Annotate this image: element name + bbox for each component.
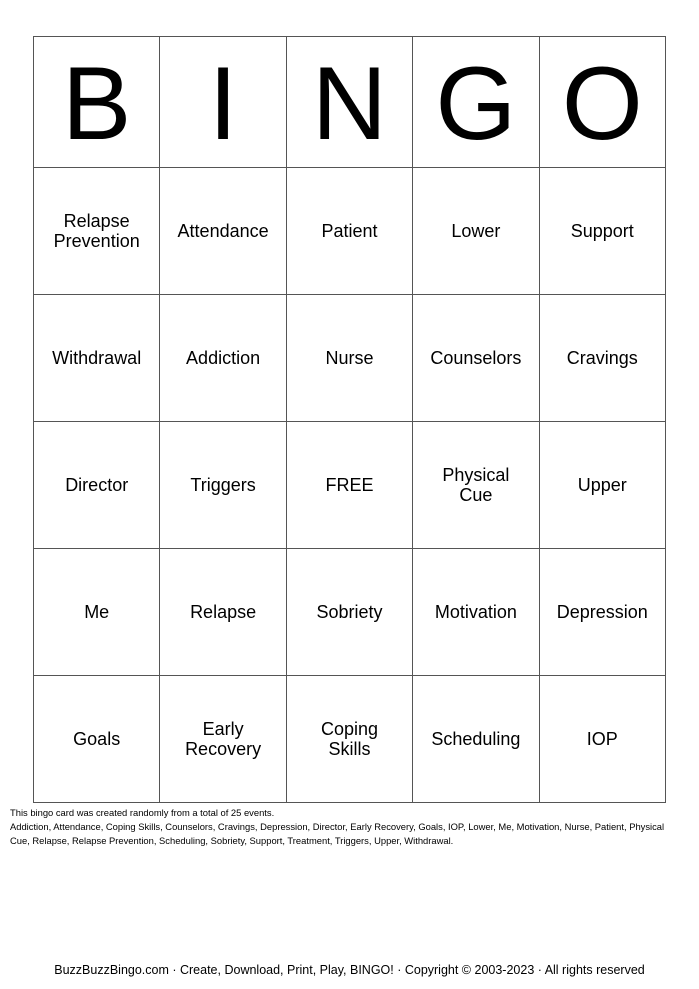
cell-text: Depression	[556, 602, 648, 622]
bingo-cell	[539, 422, 665, 549]
cell-text: Triggers	[190, 475, 256, 495]
cell-text: IOP	[586, 729, 618, 749]
cell-text: Physical Cue	[442, 465, 510, 505]
note-line-1: This bingo card was created randomly from a total of 25 events.	[10, 807, 275, 818]
bingo-cell	[160, 549, 286, 676]
bingo-cell	[539, 168, 665, 295]
cell-text: Coping Skills	[320, 719, 378, 759]
bingo-cell	[413, 295, 539, 422]
cell-text: Counselors	[430, 348, 522, 368]
cell-text: Relapse Prevention	[53, 211, 140, 251]
note-event-list: Addiction, Attendance, Coping Skills, Counselors, Cravings, Depression, Director, Early Recovery, Goals, IOP, Lower, Me, Motivation, Nurse, Patient, Physical Cue, Relapse, Relapse Prevention, Scheduling, Sobriety, Support, Treatment, Triggers, Upper, Withdrawal.	[10, 821, 665, 846]
bingo-cell	[160, 168, 286, 295]
bingo-cell	[286, 295, 412, 422]
cell-text: Upper	[577, 475, 627, 495]
card-note	[10, 806, 672, 848]
bingo-cell	[286, 168, 412, 295]
cell-text: Sobriety	[316, 602, 383, 622]
bingo-cell	[160, 295, 286, 422]
footer-copyright: BuzzBuzzBingo.com · Create, Download, Print, Play, BINGO! · Copyright © 2003-2023 · All rights reserved	[54, 963, 645, 977]
header-letter-n: N	[286, 37, 412, 168]
cell-text: Me	[84, 602, 110, 622]
cell-text: Director	[65, 475, 129, 495]
cell-text: Withdrawal	[52, 348, 142, 368]
bingo-row-4	[34, 549, 666, 676]
bingo-cell	[413, 676, 539, 803]
cell-text: FREE	[325, 475, 374, 495]
cell-text: Scheduling	[431, 729, 521, 749]
cell-text: Addiction	[186, 348, 261, 368]
bingo-card	[33, 36, 666, 803]
bingo-cell	[34, 549, 160, 676]
bingo-cell	[286, 676, 412, 803]
cell-text: Attendance	[177, 221, 269, 241]
bingo-cell	[413, 168, 539, 295]
cell-text: Lower	[451, 221, 501, 241]
bingo-cell	[286, 549, 412, 676]
bingo-cell	[34, 676, 160, 803]
bingo-row-2	[34, 295, 666, 422]
bingo-cell	[160, 422, 286, 549]
bingo-cell	[34, 295, 160, 422]
cell-text: Patient	[321, 221, 378, 241]
cell-text: Cravings	[566, 348, 638, 368]
cell-text: Early Recovery	[185, 719, 262, 759]
cell-text: Support	[570, 221, 634, 241]
bingo-cell	[34, 422, 160, 549]
bingo-header-row	[34, 37, 666, 168]
bingo-cell	[539, 549, 665, 676]
bingo-cell	[34, 168, 160, 295]
cell-text: Nurse	[325, 348, 374, 368]
bingo-cell	[413, 422, 539, 549]
bingo-cell	[539, 295, 665, 422]
header-letter-b: B	[34, 37, 160, 168]
bingo-row-5	[34, 676, 666, 803]
bingo-row-1	[34, 168, 666, 295]
cell-text: Motivation	[434, 602, 517, 622]
bingo-cell	[413, 549, 539, 676]
header-letter-o: O	[539, 37, 665, 168]
cell-text: Goals	[73, 729, 121, 749]
bingo-row-3	[34, 422, 666, 549]
bingo-cell	[539, 676, 665, 803]
bingo-cell-free	[286, 422, 412, 549]
cell-text: Relapse	[190, 602, 257, 622]
bingo-cell	[160, 676, 286, 803]
header-letter-g: G	[413, 37, 539, 168]
header-letter-i: I	[160, 37, 286, 168]
